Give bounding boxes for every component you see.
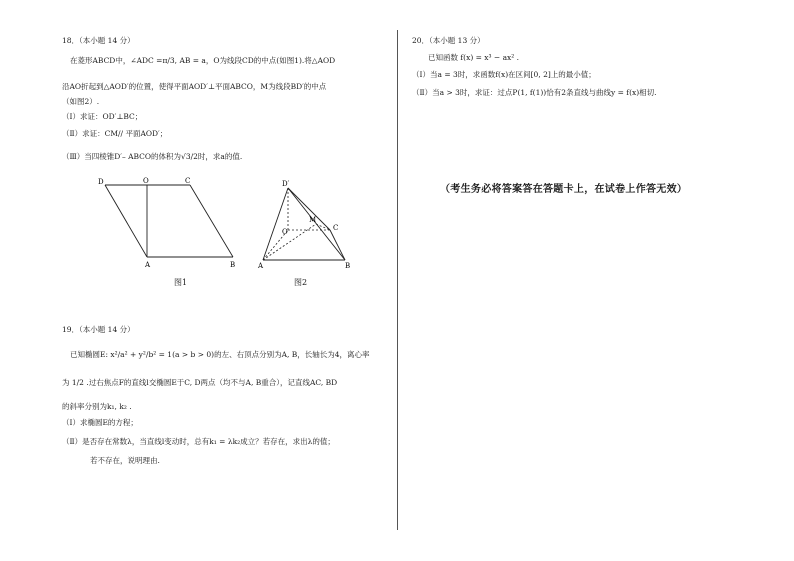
fig1-label-o: O bbox=[143, 177, 149, 185]
fig1-label-c: C bbox=[185, 177, 191, 185]
fig1-label-d: D bbox=[98, 178, 104, 186]
q18-line1-b: π/3, AB = a，O为线段CD的中点(如图1).将△AOD bbox=[162, 56, 336, 65]
fig1-label-b: B bbox=[230, 261, 236, 269]
q20-part-ii: （Ⅱ）当a > 3时，求证：过点P(1, f(1))恰有2条直线与曲线y = f(x)相切. bbox=[412, 88, 657, 97]
q18-line2: 沿AO折起到△AOD′的位置，使得平面AOD′⊥平面ABCO，M为线段BD′的中点 bbox=[62, 82, 327, 91]
q19-line3: 的斜率分别为k₁, k₂ . bbox=[62, 402, 132, 411]
fig2-label-d: D′ bbox=[282, 180, 290, 188]
q19-line2: 为 1/2 .过右焦点F的直线l交椭圆E于C, D两点（均不与A, B重合），记直线AC, BD bbox=[62, 378, 338, 387]
q18-part-i: （Ⅰ）求证：OD′⊥BC； bbox=[62, 112, 143, 121]
q18-part-ii: （Ⅱ）求证：CM// 平面AOD′； bbox=[62, 129, 168, 138]
q18-part-iii: （Ⅲ）当四棱锥D′– ABCO的体积为√3/2时，求a的值. bbox=[62, 152, 243, 161]
figure-1-rhombus bbox=[95, 175, 245, 270]
q18-line1 bbox=[70, 56, 335, 66]
q20-line1: 已知函数 f(x) = x³ − ax² . bbox=[428, 53, 520, 62]
q19-part-i: （Ⅰ）求椭圆E的方程； bbox=[62, 418, 138, 427]
q18-line3: （如图2）. bbox=[62, 97, 100, 106]
figure-2-pyramid bbox=[253, 178, 358, 273]
q19-part-ii-cont: 若不存在，说明理由. bbox=[90, 456, 160, 465]
q19-header: 19．（本小题 14 分） bbox=[62, 325, 135, 334]
fig1-caption: 图1 bbox=[174, 278, 188, 287]
q18-header: 18．（本小题 14 分） bbox=[62, 36, 135, 45]
q20-header: 20．（本小题 13 分） bbox=[412, 36, 485, 45]
q18-line1-a: 在菱形ABCD中，∠ADC = bbox=[70, 56, 163, 65]
q19-part-ii: （Ⅱ）是否存在常数λ，当直线l变动时，总有k₁ = λk₂成立？若存在，求出λ的值； bbox=[62, 437, 335, 446]
fig2-label-b: B bbox=[345, 262, 351, 270]
fig2-label-o: O bbox=[282, 228, 288, 236]
fig1-label-a: A bbox=[145, 261, 151, 269]
fig2-label-a: A bbox=[258, 262, 264, 270]
fig2-label-c: C bbox=[333, 224, 339, 232]
fig2-label-m: M bbox=[309, 216, 317, 224]
q20-part-i: （Ⅰ）当a = 3时，求函数f(x)在区间[0, 2]上的最小值； bbox=[412, 70, 596, 79]
fig2-caption: 图2 bbox=[294, 278, 308, 287]
answer-sheet-notice: （考生务必将答案答在答题卡上，在试卷上作答无效） bbox=[440, 184, 688, 195]
column-divider bbox=[397, 30, 398, 530]
q19-line1: 已知椭圆E: x²/a² + y²/b² = 1(a > b > 0)的左、右顶点分别为A, B，长轴长为4，离心率 bbox=[70, 350, 370, 359]
